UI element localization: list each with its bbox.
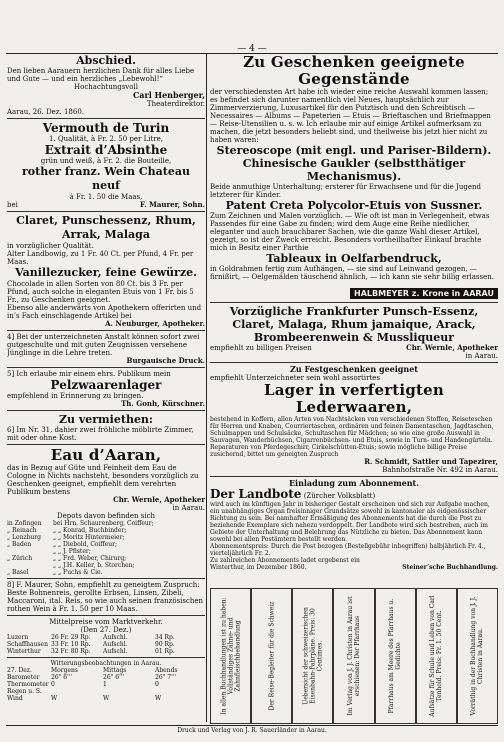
ad-title: Vorzügliche Frankfurter Punsch-Essenz, <box>229 305 479 318</box>
ad-text: in vorzüglicher Qualität. <box>7 242 94 250</box>
book-ad <box>416 588 457 724</box>
ad-maurer <box>7 581 205 613</box>
weather-cell: 0 <box>51 681 55 688</box>
weather-cell: W <box>51 695 58 702</box>
weather-cell <box>155 688 205 695</box>
ad-title: Claret, Malaga, Rhum jamaique, Arack, <box>232 318 476 331</box>
right-column <box>210 54 498 628</box>
weather-table <box>7 667 205 702</box>
ad-title: Zu Festgeschenken geeignet <box>290 364 418 374</box>
divider <box>7 118 205 119</box>
depot-town <box>7 562 51 569</box>
book-ad-text: In allen Buchhandlungen ist zu haben: Vollständiges Zähne- und Zahnfleischbehandlung <box>220 597 242 715</box>
bottom-rule <box>6 725 498 726</box>
divider <box>210 362 498 363</box>
ad-text: Ebenso alle anderwärts von Apothekern offerirten und in’s Fach einschlagende Artikel bei <box>7 304 202 320</box>
market-row <box>7 641 205 648</box>
printer-imprint: Druck und Verlag von J. R. Sauerländer in Aarau. <box>177 727 327 734</box>
ad-title: Einladung zum Abonnement. <box>288 478 420 488</box>
ad-date: Aarau, 26. Dez. 1860. <box>7 108 84 116</box>
depot-list <box>7 520 205 576</box>
book-ad <box>210 588 251 724</box>
weather-cell: 26" 7''' <box>155 674 177 681</box>
ad-text: 5] Ich erlaube mir einem ehrs. Publikum mein <box>7 370 171 378</box>
ad-title: Zu Geschenken geeignete Gegenstände <box>243 54 465 88</box>
book-ad-text: Uebersicht der schweizerischen Eisenbahn-Fahrpläne. Preis: 30 Centimes. <box>302 607 324 705</box>
book-ad <box>333 588 374 724</box>
ad-text: Beste Bohnenreis, gerollte Erbsen, Linsen, Zibeli, Maccaroni, ital. Reis, so wie auch seinen französischen rothen Wein à Fr. 1. 50 per 10 Maas. <box>7 589 204 613</box>
ad-text: bestehend in Koffern, allen Arten von Nachtsäcken von verschiedenen Stoffen, Reiseteschen für Herren und Knaben, Courriertaschen, ordinären und feinen Damentaschen, Jagdtaschen, Schulmappen und Schulsäcke, Schultaschen für Mädchen; so wie eine große Auswahl in Sauvagen, Wanderbüchsen, Cigarrenbüchsen- und Etuis, sowie in Turn- und Handengürteln. Reparaturen von Pferdegeschirr, Cirkelschütten-Etuis; sowie mögliche billige Preise zusichernd, bittet um geneigten Zuspruch <box>210 416 494 458</box>
weather-cell <box>51 688 101 695</box>
ad-eau <box>7 447 205 576</box>
ad-signature: A. Neuburger, Apotheker. <box>105 319 205 328</box>
ad-signature: Chr. Wernle, Apotheker <box>406 343 498 352</box>
ad-text: empfiehlt Unterzeichneter sein wohl assortirtes <box>210 374 380 382</box>
market-cell: 34 Rp. <box>155 634 175 641</box>
market-row <box>7 648 205 655</box>
ad-title: Claret, Punschessenz, Rhum, <box>16 214 196 227</box>
ad-text: 4] Bei der unterzeichneten Anstalt können sofort zwei gutgeschulte und mit guten Zeugnissen versehene Jünglinge in die Lehre treten. <box>7 333 200 357</box>
ad-text: 1. Qualität, à Fr. 2. 50 per Litre, <box>49 135 163 143</box>
market-cell: 26 Fr. 29 Rp. <box>51 634 91 641</box>
weather-header-row <box>7 667 205 674</box>
book-ad <box>375 588 416 724</box>
ad-title: Eau d’Aaran, <box>50 446 162 464</box>
ad-title: Brombeerenwein & Mussliqueur <box>253 331 455 344</box>
weather-cell <box>103 688 153 695</box>
depot-vendor: „ „ Moritz Hintermeier; <box>53 534 125 541</box>
column-divider <box>206 54 207 722</box>
depot-town: „ Basel <box>7 569 29 576</box>
ad-text: à Fr. 1. 50 die Maas, <box>69 193 143 201</box>
divider <box>7 444 205 445</box>
ad-title: Tableaux in Oelfarbendruck, <box>266 252 442 265</box>
weather-cell: W <box>103 695 110 702</box>
ad-signature: Burgauische Druck. <box>126 356 205 365</box>
ad-abschied <box>7 54 205 116</box>
depot-row <box>7 527 205 534</box>
book-ad <box>292 588 333 724</box>
depot-row <box>7 548 205 555</box>
weather-cell: Barometer <box>7 674 40 681</box>
ad-text: das in Bezug auf Güte und Feinheit dem Eau de Cologne in Nichts nachsteht, besonders vorzüglich zu Geschenken geeignet, empfiehlt dem verehrten Publikum bestens <box>7 464 199 496</box>
market-cell: 32 Fr. 80 Rp. <box>51 648 91 655</box>
divider <box>7 367 205 368</box>
ad-place: in Aarau. <box>172 504 205 512</box>
landbote-subtitle: (Zürcher Volksblatt) <box>303 492 376 500</box>
depot-row <box>7 520 205 527</box>
ad-text: Chocolade in allen Sorten von 80 Ct. bis 3 Fr. per Pfund, auch solche in eleganten Etuis von 1 Fr. bis 5 Fr., zu Geschenken geeignet. <box>7 280 194 304</box>
book-ad <box>251 588 292 724</box>
book-ad-text: Im Verlag von J. J. Christen in Aarau ist erschienen: Der Pfarrhaus <box>346 596 361 716</box>
divider <box>7 615 205 616</box>
weather-header: Mittags <box>103 667 127 674</box>
weather-row <box>7 695 205 702</box>
weather-row <box>7 681 205 688</box>
ad-rent <box>7 413 205 442</box>
weather-cell: Regen u. S. <box>7 688 42 695</box>
ad-title: Vanillezucker, feine Gewürze. <box>15 266 197 279</box>
market-row <box>7 634 205 641</box>
divider <box>210 476 498 477</box>
weather-cell: 0 <box>155 681 159 688</box>
market-prices <box>7 618 205 655</box>
ad-text: der verschiedensten Art habe ich wieder eine reiche Auswahl kommen lassen; es befindet sich darunter namentlich viel Neues, hauptsächlich zur Zimmerverzierung, Luxusartikel für den Putztisch und den Schreibtisch — Necessaires — Albums — Papeterien — Etuis — Brieftaschen und Briefmappen — Reise-Utensilien u. s. w. Ich erlaube mir auf einige Artikel aufmerksam zu machen, die jetzt besonders beliebt sind, und theilweise bis jetzt hier nicht zu haben waren: <box>210 88 491 144</box>
ad-text: Zum Zeichnen und Malen vorzüglich. — Wie oft ist man in Verlegenheit, etwas Passendes für eine Gabe zu finden; wird dem Auge eine Reihe niedlicher, eleganter und auch brauchbarer Sachen, wie die ganze Wahl dieser Artikel, gezeigt, so ist der Zweck erreicht. Besonders vortheilhafter Einkauf brachte mich in Besitz einer Parthie <box>210 212 490 252</box>
ad-title: Abschied. <box>76 54 136 67</box>
weather-header: Morgens <box>51 667 78 674</box>
ad-title: Lager in verfertigten Lederwaaren, <box>263 381 444 416</box>
divider <box>7 410 205 411</box>
market-table <box>7 634 205 655</box>
ad-text: empfiehlt zu billigen Preisen <box>210 344 312 352</box>
ad-place: Bahnhofstraße Nr. 492 in Aarau. <box>382 466 498 474</box>
book-ad-text: Der Reise-Begleiter für die Schweiz <box>268 601 276 711</box>
depot-vendor: „ „ J.H. Keller, b. Storchen; <box>53 562 135 569</box>
ad-title: Pelzwaarenlager <box>50 378 162 392</box>
ad-vermouth <box>7 121 205 209</box>
ad-role: Theaterdirektor. <box>146 100 205 108</box>
market-cell: 90 Rp. <box>155 641 175 648</box>
ad-body: Den lieben Aarauern herzlichen Dank für alles Liebe und Gute — und ein herzliches „Lebewohl!“ <box>7 67 195 83</box>
divider <box>210 302 498 303</box>
divider <box>7 657 205 658</box>
divider <box>7 578 205 579</box>
ad-signature: Chr. Wernle, Apotheker <box>113 495 205 504</box>
ad-signature: Th. Gonh, Kürschner. <box>121 399 205 408</box>
weather-header: Abends <box>155 667 178 674</box>
weather-cell: Wind <box>7 695 23 702</box>
weather-row <box>7 688 205 695</box>
page-number: — 4 — <box>237 44 267 54</box>
market-cell: Schaffhausen <box>7 641 48 648</box>
weather-cell: Thermometer <box>7 681 49 688</box>
ad-title: Extrait d’Absinthe <box>44 143 168 157</box>
divider <box>7 211 205 212</box>
ad-signature: R. Schmidt, Sattler und Tapezirer, <box>364 457 498 466</box>
ad-title: Patent Creta Polycolor-Etuis von Sussner. <box>225 199 483 212</box>
ad-text: Zu zahlreichen Abonnements ladet ergebenst ein <box>210 557 360 564</box>
depot-town: „ Lenzburg <box>7 534 41 541</box>
book-ad <box>457 588 498 724</box>
book-ad-text: Aufsätze für Schule und Leben von Carl Tenhold. Preis: Fr. 1. 50 Cent. <box>429 595 444 717</box>
market-cell: Winterthur <box>7 648 41 655</box>
depot-vendor: bei Hrn. Schaurenberg, Coiffeur; <box>53 520 154 527</box>
halbmeyer-banner: HALBMEYER z. Krone in AARAU <box>350 288 498 299</box>
ad-title: Chinesische Gaukler (selbstthätiger Mechanismus). <box>242 157 466 183</box>
ad-place: Winterthur, im Dezember 1860. <box>210 564 307 571</box>
weather-observations <box>7 660 205 702</box>
depot-vendor: „ „ J. Pfister; <box>53 548 91 555</box>
ad-text: grün und weiß, à Fr. 2. die Bouteille, <box>40 157 172 165</box>
market-cell: Aufschl. <box>103 648 128 655</box>
landbote-title: Der Landbote <box>210 487 302 501</box>
ad-title: Arrak, Malaga <box>62 228 150 241</box>
depot-town <box>7 548 51 555</box>
depot-town: „ Zürich <box>7 555 33 562</box>
depot-row <box>7 534 205 541</box>
depot-vendor: „ „ Diebold, Coiffeur; <box>53 541 118 548</box>
market-cell: 33 Fr. 10 Rp. <box>51 641 91 648</box>
market-cell: 01 Rp. <box>155 648 175 655</box>
depot-town: „ Reinach <box>7 527 37 534</box>
ad-signature: Steiner’sche Buchhandlung. <box>402 564 498 571</box>
depot-row <box>7 541 205 548</box>
ad-text: Abonnementspreis: Durch die Post bezogen (Bestellgebühr inbegriffen) halbjährlich Fr. 4., vierteljährlich Fr. 2. <box>210 543 486 557</box>
ad-text: empfehlend in Erinnerung zu bringen. <box>7 392 144 400</box>
ad-text: 8] F. Maurer, Sohn, empfiehlt zu geneigtem Zuspruch: <box>7 581 200 589</box>
ad-title: Zu vermiethen: <box>59 413 153 426</box>
ad-signature: Carl Henberger, <box>132 90 205 100</box>
depot-row <box>7 569 205 576</box>
depot-row <box>7 555 205 562</box>
market-date: (Den 27. Dez.) <box>80 626 132 634</box>
weather-cell: 26" 6''' <box>103 674 125 681</box>
ad-text: 6] Im Nr. 31, dahier zwei fröhliche möblirte Zimmer, mit oder ohne Kost. <box>7 426 194 442</box>
depot-row <box>7 562 205 569</box>
ad-text: Beide anmuthige Unterhaltung; ersterer für Erwachsene und für die Jugend letzterer für Kinder. <box>210 183 481 199</box>
ad-place: in Aarau. <box>465 352 498 360</box>
weather-cell: 26" 6''' <box>51 674 73 681</box>
book-ad-text: Pfarrhaus am Meere des Pfarrhaus u. Gedichte <box>388 598 403 714</box>
ad-claret <box>7 214 205 328</box>
weather-row <box>7 674 205 681</box>
ad-by: bei <box>7 201 18 209</box>
ad-text: Depots davon befinden sich <box>56 512 156 520</box>
depot-vendor: „ „ Fuchs & Cie. <box>53 569 103 576</box>
ad-title: Vermouth de Turin <box>42 121 170 135</box>
divider <box>7 330 205 331</box>
ad-greeting: Hochachtungsvoll <box>74 83 138 91</box>
book-ad-text: Vorräthig in der Buchhandlung von J. J. Christen in Aarau. <box>470 596 485 716</box>
ad-title: rother franz. Wein Chateau neuf <box>22 165 190 192</box>
ad-title: Stereoscope (mit engl. und Pariser-Bildern). <box>216 144 492 157</box>
weather-title: Witterungsbeobachtungen in Aarau. <box>50 660 162 667</box>
weather-cell: 1 <box>103 681 107 688</box>
market-cell: Luzern <box>7 634 29 641</box>
market-title: Mittelpreise vom Marktverkehr. <box>49 618 163 626</box>
depot-town: in Zofingen <box>7 520 42 527</box>
ad-text: wird auch im künftigen Jahr in bisheriger Gestalt erscheinen und sich zur Aufgabe machen, ein unabhängiges Organ freisinniger Grundsätze sowohl in kantonaler als eidgenössischer Richtung zu sein. Bei namhafter Ermäßigung des Abonnements hat die durch die Post zu beziehende Exemplare sich nahezu verdoppelt. Der Landbote wird sich bestreben, auch im Gebiete der Unterhaltung und Belehrung das Nützliche zu bieten. Das Abonnement kann sowohl bei allen Postämtern bestellt werden. <box>210 501 490 543</box>
depot-town: „ Baden <box>7 541 32 548</box>
ad-pelz <box>7 370 205 408</box>
depot-vendor: „ „ Konrad, Buchbinder; <box>53 527 127 534</box>
ad-text: in Goldrahmen fertig zum Aufhängen, — sie sind auf Leinwand gezogen, — firnißirt, — Oelgemälden täuschend ähnlich, — ich kann sie sehr billig erlassen. <box>210 265 494 281</box>
ad-apprentice <box>7 333 205 365</box>
ad-text: Alter Landbowig, zu 1 Fr. 40 Ct. per Pfund, 4 Fr. per Maas. <box>7 250 194 266</box>
market-cell: Aufschl. <box>103 641 128 648</box>
market-cell: Aufschl. <box>103 634 128 641</box>
depot-vendor: „ „ Frd. Weber, Chirurg; <box>53 555 127 562</box>
ad-signature: F. Maurer, Sohn. <box>139 200 205 209</box>
weather-header: 27. Dez. <box>7 667 32 674</box>
left-column <box>7 54 205 722</box>
weather-cell: W <box>155 695 162 702</box>
